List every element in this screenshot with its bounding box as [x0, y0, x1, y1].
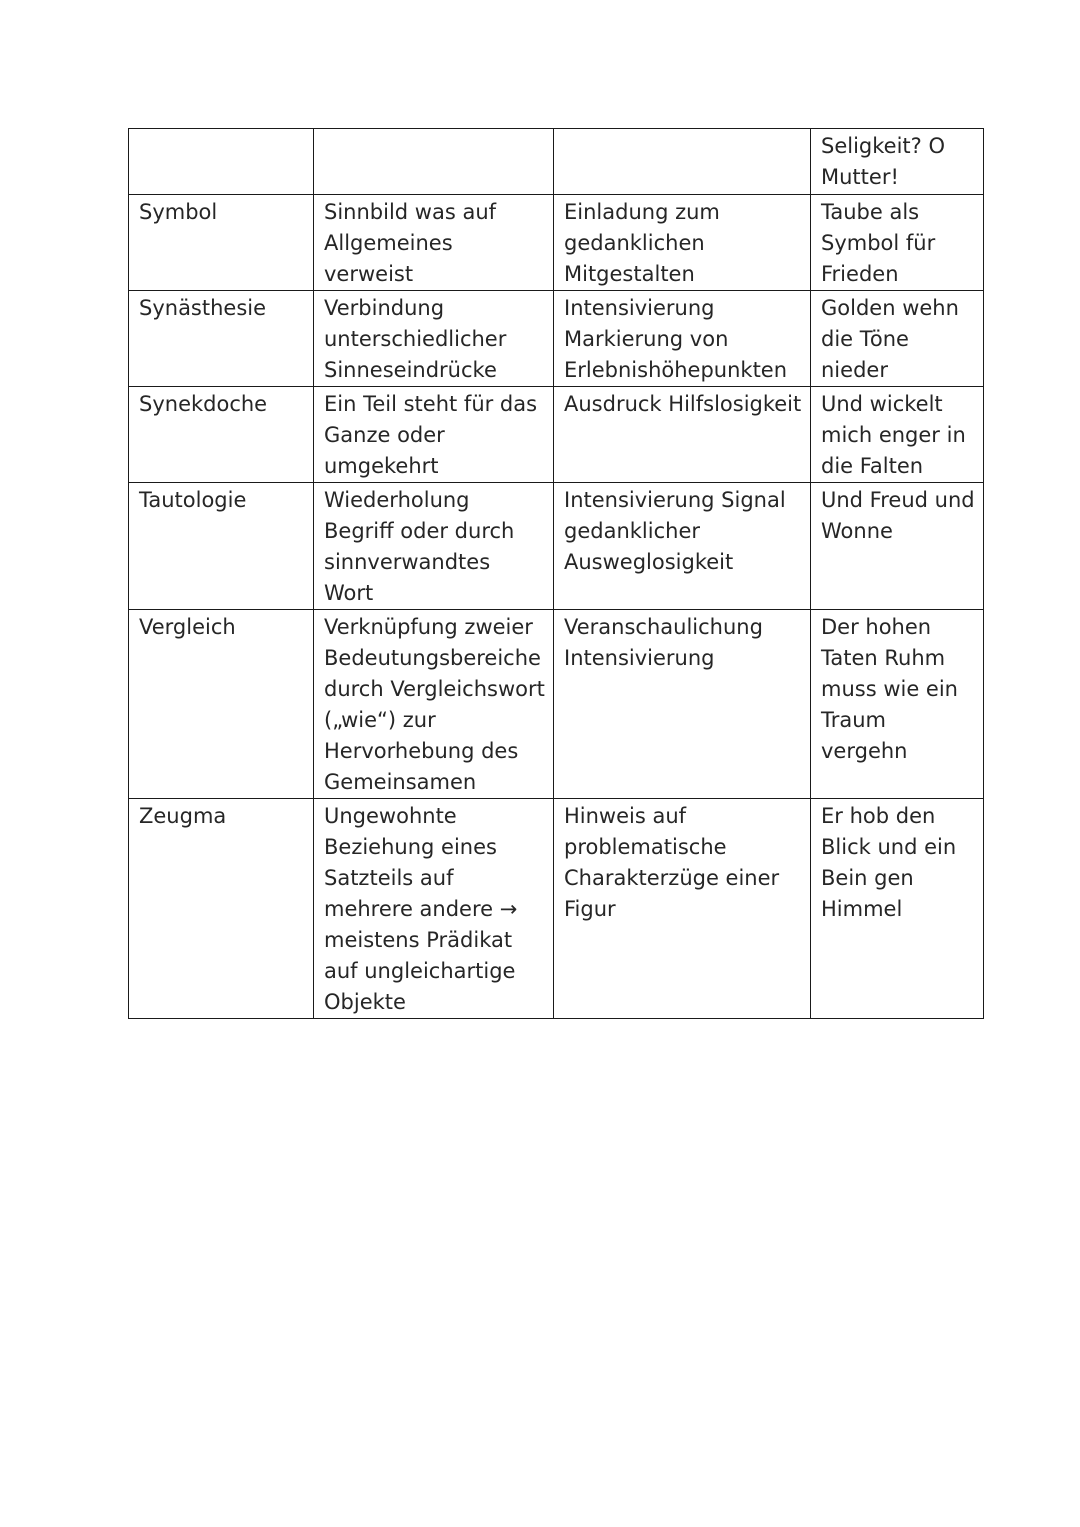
definition-cell: Verknüpfung zweier Bedeutungsbereiche durch Vergleichswort („wie“) zur Hervorhebung des Gemeinsamen	[314, 610, 554, 799]
term-cell: Tautologie	[129, 483, 314, 610]
table-row	[129, 129, 984, 195]
arrow-right-icon: →	[499, 897, 518, 921]
example-cell: Seligkeit? O Mutter!	[811, 129, 984, 195]
example-cell: Er hob den Blick und ein Bein gen Himmel	[811, 799, 984, 1019]
term-cell: Synästhesie	[129, 291, 314, 387]
definition-cell: Wiederholung Begriff oder durch sinnverwandtes Wort	[314, 483, 554, 610]
example-cell: Der hohen Taten Ruhm muss wie ein Traum vergehn	[811, 610, 984, 799]
table-row	[129, 387, 984, 483]
table-row	[129, 610, 984, 799]
effect-cell: Intensivierung Markierung von Erlebnishöhepunkten	[554, 291, 811, 387]
example-cell: Und wickelt mich enger in die Falten	[811, 387, 984, 483]
effect-cell: Intensivierung Signal gedanklicher Ausweglosigkeit	[554, 483, 811, 610]
table-row	[129, 195, 984, 291]
term-cell: Symbol	[129, 195, 314, 291]
term-cell	[129, 129, 314, 195]
effect-cell: Hinweis auf problematische Charakterzüge einer Figur	[554, 799, 811, 1019]
effect-cell: Veranschaulichung Intensivierung	[554, 610, 811, 799]
example-cell: Taube als Symbol für Frieden	[811, 195, 984, 291]
effect-cell: Ausdruck Hilfslosigkeit	[554, 387, 811, 483]
term-cell: Synekdoche	[129, 387, 314, 483]
effect-cell	[554, 129, 811, 195]
definition-cell: Sinnbild was auf Allgemeines verweist	[314, 195, 554, 291]
example-cell: Golden wehn die Töne nieder	[811, 291, 984, 387]
definition-text: meistens Prädikat auf ungleichartige Objekte	[324, 928, 516, 1014]
effect-cell: Einladung zum gedanklichen Mitgestalten	[554, 195, 811, 291]
definition-text: Ungewohnte Beziehung eines Satzteils auf mehrere andere	[324, 804, 497, 921]
definition-cell	[314, 129, 554, 195]
table-row	[129, 483, 984, 610]
definition-cell: Ein Teil steht für das Ganze oder umgekehrt	[314, 387, 554, 483]
example-cell: Und Freud und Wonne	[811, 483, 984, 610]
figures-table	[128, 128, 984, 1019]
term-cell: Vergleich	[129, 610, 314, 799]
definition-cell: Verbindung unterschiedlicher Sinneseindrücke	[314, 291, 554, 387]
term-cell: Zeugma	[129, 799, 314, 1019]
definition-cell	[314, 799, 554, 1019]
table-row	[129, 799, 984, 1019]
table-row	[129, 291, 984, 387]
